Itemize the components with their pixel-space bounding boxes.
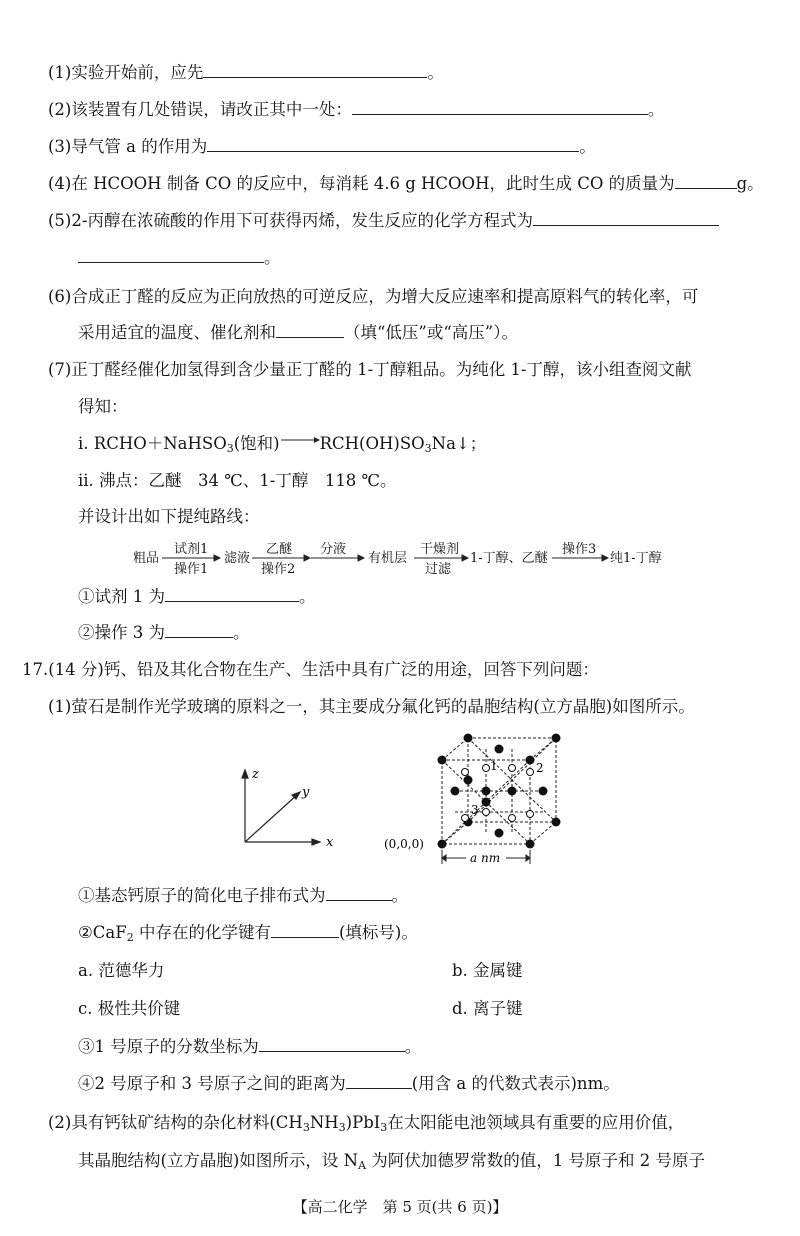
option-d[interactable]: d. 离子键 [452, 999, 523, 1018]
q6-line: (6)合成正丁醛的反应为正向放热的可逆反应，为增大反应速率和提高原料气的转化率，可 [48, 287, 699, 306]
page-footer: 【高二化学 第 5 页(共 6 页)】 [292, 1198, 508, 1216]
flow-step3-top: 分液 [320, 542, 347, 557]
axis-x-label: x [326, 835, 334, 850]
atom-label-2: 2 [536, 761, 544, 775]
flow-step2-bottom: 操作2 [261, 562, 296, 577]
q5-line-2: 。 [78, 247, 281, 269]
flow-node5: 纯1-丁醇 [610, 551, 662, 566]
answer-blank[interactable] [259, 1037, 405, 1052]
q17-heading: 17.(14 分)钙、铅及其化合物在生产、生活中具有广泛的用途，回答下列问题： [22, 660, 599, 679]
answer-blank[interactable] [165, 587, 299, 602]
atom-label-3: 3 [471, 803, 479, 817]
flow-step5-top: 操作3 [562, 542, 597, 557]
q17-1-3-line: ③1 号原子的分数坐标为 。 [78, 1037, 422, 1056]
boiling-line: ⅱ. 沸点：乙醚 34 ℃、1-丁醇 118 ℃。 [78, 471, 397, 490]
axis-z-label: z [252, 767, 259, 782]
flow-node4: 1-丁醇、乙醚 [470, 551, 548, 566]
q3-line: (3)导气管 a 的作用为 。 [48, 137, 596, 156]
origin-label: (0,0,0) [384, 837, 424, 851]
q17-1-2-line: ②CaF$_2$ 中存在的化学键有 (填标号)。 [78, 923, 418, 944]
axis-y-label: y [302, 785, 310, 800]
q6-line-2: 采用适宜的温度、催化剂和 （填“低压”或“高压”）。 [78, 323, 518, 342]
flow-step4-top: 干燥剂 [420, 542, 460, 557]
option-c[interactable]: c. 极性共价键 [78, 999, 181, 1018]
q2-line: (2)该装置有几处错误，请改正其中一处： 。 [48, 100, 665, 119]
flow-start: 粗品 [133, 551, 160, 566]
flow-step2-top: 乙醚 [266, 542, 293, 557]
q7-line: (7)正丁醛经催化加氢得到含少量正丁醛的 1-丁醇粗品。为纯化 1-丁醇，该小组查阅文献 [48, 360, 692, 379]
flow-node3: 有机层 [368, 551, 408, 566]
purification-flowchart [0, 0, 800, 590]
edge-length-label: a nm [470, 851, 501, 865]
q17-2-line: (2)具有钙钛矿结构的杂化材料$(CH_3NH_3)PbI_3$在太阳能电池领域具有重要的应用价值， [48, 1113, 685, 1134]
reaction-line: ⅰ. RCHO＋NaHSO$_3$(饱和) $RCH(OH)SO_3Na↓$； [78, 434, 487, 455]
reagent1-line: ①试剂 1 为 。 [78, 587, 316, 606]
option-a[interactable]: a. 范德华力 [78, 961, 165, 980]
q17-1-4-line: ④2 号原子和 3 号原子之间的距离为 (用含 a 的代数式表示)nm。 [78, 1074, 620, 1093]
q5-line: (5)2-丙醇在浓硫酸的作用下可获得丙烯，发生反应的化学方程式为 [48, 210, 719, 232]
q7-line-2: 得知： [78, 397, 128, 416]
q17-1-line: (1)萤石是制作光学玻璃的原料之一，其主要成分氟化钙的晶胞结构(立方晶胞)如图所示。 [48, 697, 695, 716]
flow-node1: 滤液 [224, 551, 251, 566]
answer-blank[interactable] [165, 623, 233, 638]
q1-text: (1)实验开始前，应先 [48, 63, 204, 82]
answer-blank[interactable] [346, 1074, 412, 1089]
answer-blank[interactable] [326, 886, 392, 901]
flow-step4-bottom: 过滤 [425, 562, 452, 577]
flow-step1-bottom: 操作1 [174, 562, 209, 577]
answer-blank[interactable] [271, 923, 339, 938]
q4-line: (4)在 HCOOH 制备 CO 的反应中，每消耗 4.6 g HCOOH，此时生成 CO 的质量为 g。 [48, 174, 764, 193]
crystal-structure-figure [0, 730, 800, 870]
operation3-line: ②操作 3 为 。 [78, 623, 250, 642]
route-intro: 并设计出如下提纯路线： [78, 507, 260, 526]
q17-2-line-2: 其晶胞结构(立方晶胞)如图所示，设 $N_A$ 为阿伏加德罗常数的值，1 号原子和 2 号原子 [78, 1151, 705, 1172]
q17-1-1-line: ①基态钙原子的简化电子排布式为 。 [78, 886, 408, 905]
atom-label-1: 1 [490, 759, 498, 773]
option-b[interactable]: b. 金属键 [452, 961, 523, 980]
flow-step1-top: 试剂1 [174, 542, 209, 557]
q1-line: (1)实验开始前，应先 。 [48, 63, 444, 82]
